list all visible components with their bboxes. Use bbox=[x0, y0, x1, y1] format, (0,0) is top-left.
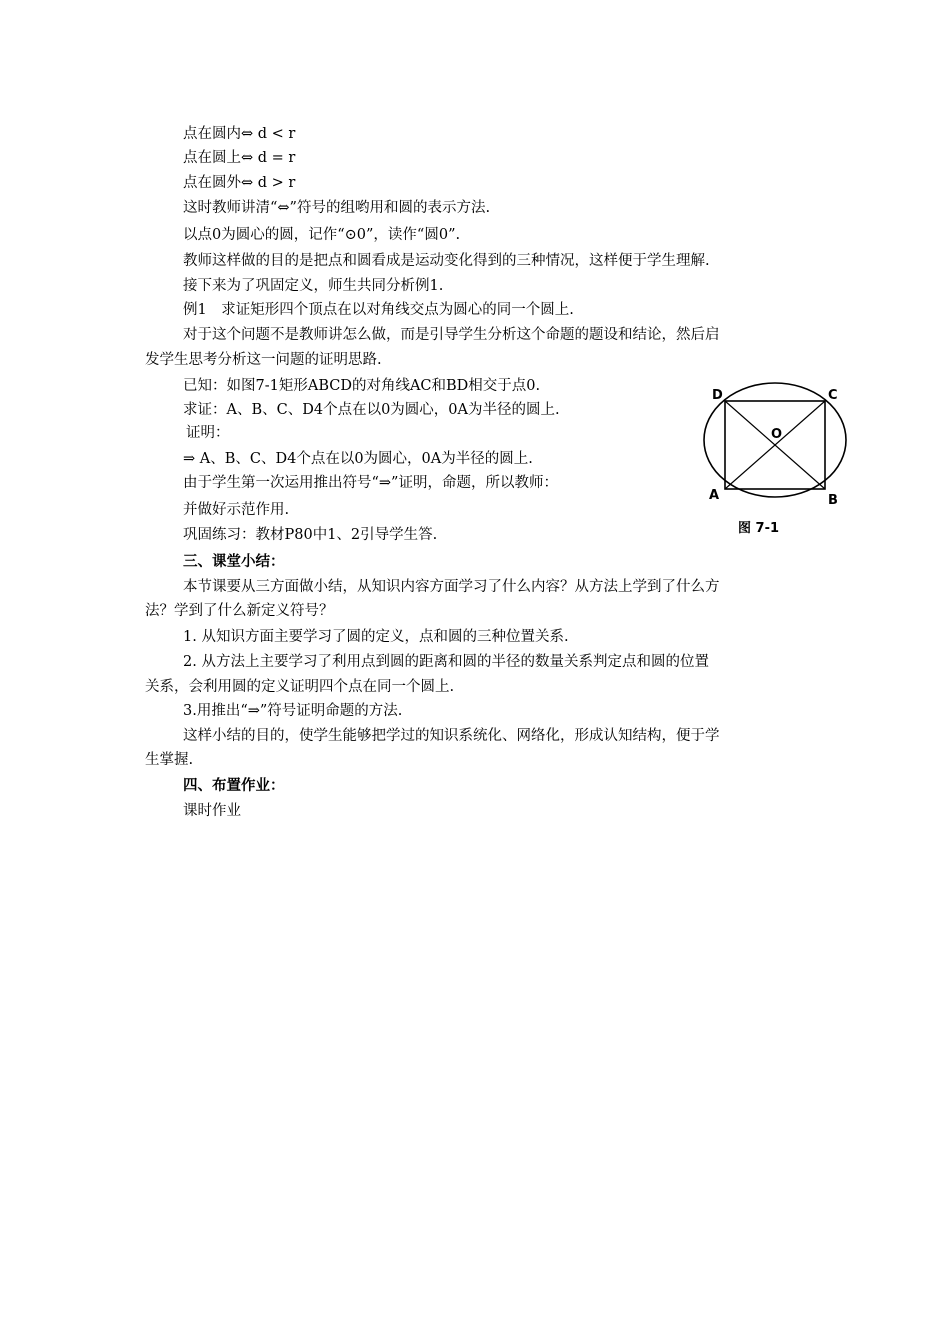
text-line: 点在圆上⇔ d = r bbox=[183, 150, 296, 166]
text-line: 接下来为了巩固定义，师生共同分析例1. bbox=[183, 278, 444, 294]
text-line: 例1 求证矩形四个顶点在以对角线交点为圆心的同一个圆上. bbox=[183, 302, 574, 318]
text-line: 3.用推出“⇒”符号证明命题的方法. bbox=[183, 703, 403, 719]
text-line: 关系，会利用圆的定义证明四个点在同一个圆上. bbox=[145, 679, 455, 695]
figure-7-1-diagram bbox=[700, 382, 856, 542]
text-line: 由于学生第一次运用推出符号“⇒”证明，命题，所以教师： bbox=[183, 475, 558, 491]
text-line: 这样小结的目的，使学生能够把学过的知识系统化、网络化，形成认知结构，便于学 bbox=[183, 728, 720, 744]
text-line: 法？学到了什么新定义符号？ bbox=[145, 603, 334, 619]
text-line: 这时教师讲清“⇔”符号的组哟用和圆的表示方法. bbox=[183, 200, 491, 216]
text-line: 已知：如图7-1矩形ABCD的对角线AC和BD相交于点0. bbox=[183, 378, 541, 394]
text-line: 证明： bbox=[186, 425, 230, 441]
label-b: B bbox=[828, 493, 838, 508]
label-o: O bbox=[771, 427, 783, 442]
text-line: 发学生思考分析这一问题的证明思路. bbox=[145, 352, 382, 368]
figure-caption: 图 7-1 bbox=[738, 521, 780, 536]
text-line: 课时作业 bbox=[183, 803, 241, 819]
text-line: 教师这样做的目的是把点和圆看成是运动变化得到的三种情况，这样便于学生理解. bbox=[183, 253, 710, 269]
label-c: C bbox=[828, 388, 838, 403]
text-line: 并做好示范作用. bbox=[183, 502, 290, 518]
text-line: 点在圆内⇔ d < r bbox=[183, 126, 296, 142]
text-line: 1. 从知识方面主要学习了圆的定义，点和圆的三种位置关系. bbox=[183, 629, 569, 645]
text-line: 本节课要从三方面做小结，从知识内容方面学习了什么内容？从方法上学到了什么方 bbox=[183, 579, 720, 595]
text-line: 以点0为圆心的圆，记作“⊙0”，读作“圆0”. bbox=[183, 227, 461, 243]
label-d: D bbox=[712, 388, 723, 403]
text-line: 2. 从方法上主要学习了利用点到圆的距离和圆的半径的数量关系判定点和圆的位置 bbox=[183, 654, 709, 670]
text-line: 求证：A、B、C、D4个点在以0为圆心，0A为半径的圆上. bbox=[183, 402, 560, 418]
label-a: A bbox=[709, 488, 720, 503]
section-heading: 三、课堂小结： bbox=[183, 554, 285, 570]
text-line: 点在圆外⇔ d > r bbox=[183, 175, 296, 191]
text-line: 巩固练习：教材P80中1、2引导学生答. bbox=[183, 527, 438, 543]
text-line: ⇒ A、B、C、D4个点在以0为圆心，0A为半径的圆上. bbox=[183, 451, 533, 467]
figure-7-1 bbox=[700, 382, 856, 542]
text-line: 对于这个问题不是教师讲怎么做，而是引导学生分析这个命题的题设和结论，然后启 bbox=[183, 327, 720, 343]
section-heading: 四、布置作业： bbox=[183, 778, 285, 794]
text-line: 生掌握. bbox=[145, 752, 194, 768]
